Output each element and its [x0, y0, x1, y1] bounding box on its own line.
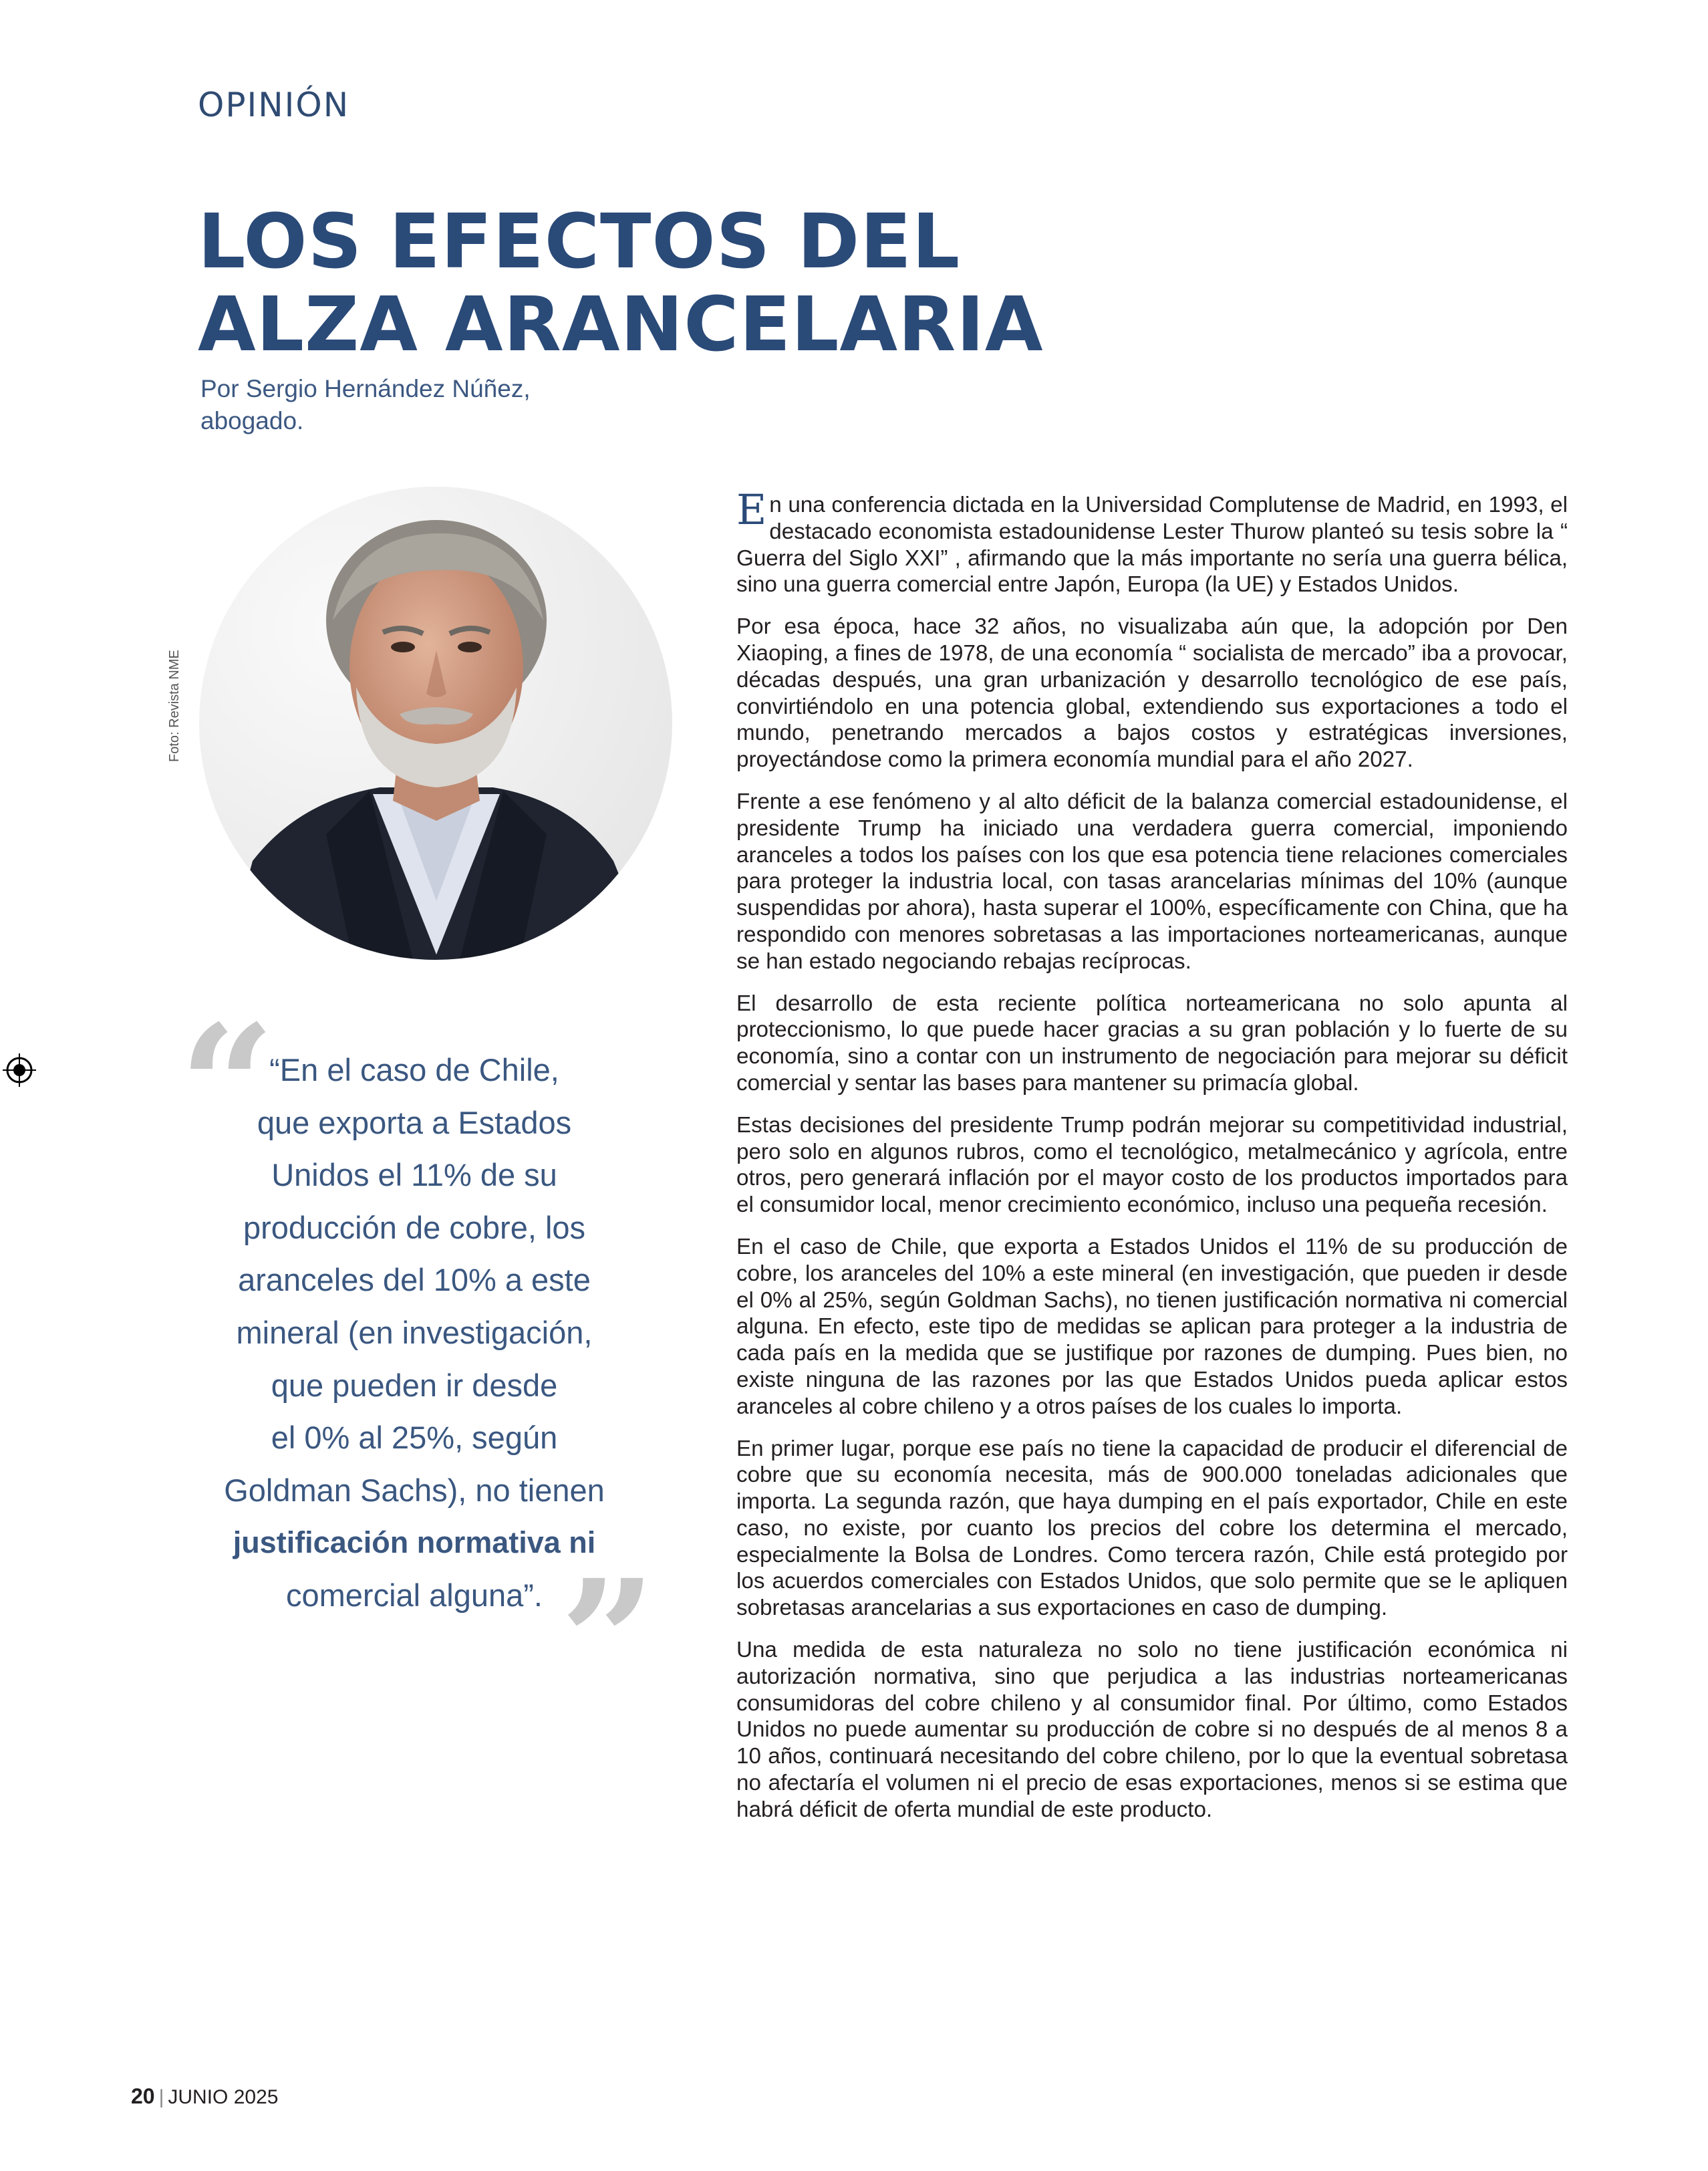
issue-date: JUNIO 2025	[168, 2086, 279, 2108]
pullquote-line: Unidos el 11% de su	[271, 1157, 557, 1193]
paragraph-7: En primer lugar, porque ese país no tiene la capacidad de producir el diferencial de cobre que su economía necesita, más de 900.000 toneladas adicionales que importa. La segunda razón, que haya dumping en el país exportador, Chile en este caso, no existe, por cuanto los precios del cobre los determina el mercado, especialmente la Bolsa de Londres. Como tercera razón, Chile está protegido por los acuerdos comerciales con Estados Unidos, que solo permite que se le apliquen sobretasas arancelarias a sus exportaciones en caso de dumping.	[736, 1436, 1568, 1621]
paragraph-1-text: n una conferencia dictada en la Universidad Complutense de Madrid, en 1993, el destacado economista estadounidense Lester Thurow planteó su tesis sobre la “ Guerra del Siglo XXI” , afirmando que la más importante no sería una guerra bélica, sino una guerra comercial entre Japón, Europa (la UE) y Estados Unidos.	[736, 493, 1568, 598]
page-number: 20	[131, 2084, 155, 2108]
paragraph-1	[736, 485, 1568, 598]
article-title	[198, 201, 1334, 366]
pullquote-last-line: comercial alguna”.	[285, 1577, 543, 1613]
drop-cap: E	[736, 485, 767, 534]
quote-open-icon: “	[179, 988, 275, 1184]
pullquote-line: “En el caso de Chile,	[269, 1052, 559, 1088]
paragraph-4: El desarrollo de esta reciente política norteamericana no solo apunta al proteccionismo, lo que puede hacer gracias a su gran población y lo fuerte de su economía, sino a contar con un instrumento de negociación para mejorar su déficit comercial y sentar las bases para mantener su primacía global.	[736, 991, 1568, 1096]
pullquote-line: mineral (en investigación,	[236, 1314, 593, 1350]
byline-author: Por Sergio Hernández Núñez,	[200, 375, 531, 402]
title-line-1: LOS EFECTOS DEL	[198, 199, 961, 285]
title-line-2: ALZA ARANCELARIA	[198, 281, 1044, 368]
paragraph-2: Por esa época, hace 32 años, no visualizaba aún que, la adopción por Den Xiaoping, a fines de 1978, de una economía “ socialista de mercado” iba a provocar, décadas después, una gran urbanización y desarrollo tecnológico de ese país, convirtiéndolo en una potencia global, extendiendo sus exportaciones a todo el mundo, penetrando mercados a bajos costos y estratégicas inversiones, proyectándose como la primera economía mundial para el año 2027.	[736, 614, 1568, 773]
section-label: OPINIÓN	[198, 86, 350, 124]
byline-role: abogado.	[200, 407, 304, 434]
page-footer	[131, 2084, 278, 2109]
article-body	[736, 485, 1568, 1839]
photo-credit: Foto: Revista NME	[167, 650, 182, 762]
paragraph-3: Frente a ese fenómeno y al alto déficit de la balanza comercial estadounidense, el presidente Trump ha iniciado una verdadera guerra comercial, imponiendo aranceles a todos los países con los que esa potencia tiene relaciones comerciales para proteger la industria local, con tasas arancelarias mínimas del 10% (aunque suspendidas por ahora), hasta superar el 100%, específicamente con China, que ha respondido con menores sobretasas a las importaciones norteamericanas, aunque se han estado negociando rebajas recíprocas.	[736, 789, 1568, 974]
byline	[200, 373, 531, 437]
pullquote-line: que pueden ir desde	[271, 1367, 558, 1403]
footer-separator: |	[158, 2086, 164, 2108]
pullquote	[167, 1044, 662, 1622]
pullquote-line: el 0% al 25%, según	[271, 1420, 558, 1456]
author-portrait	[199, 487, 672, 960]
pullquote-line: aranceles del 10% a este	[238, 1262, 591, 1298]
registration-mark-icon	[3, 1053, 36, 1087]
pullquote-line: producción de cobre, los	[243, 1209, 586, 1245]
pullquote-line: que exporta a Estados	[257, 1104, 572, 1140]
quote-close-icon: ”	[560, 1543, 656, 1739]
pullquote-line: Goldman Sachs), no tienen	[224, 1472, 605, 1508]
paragraph-8: Una medida de esta naturaleza no solo no tiene justificación económica ni autorización normativa, sino que perjudica a las industrias norteamericanas consumidoras del cobre chileno y al consumidor final. Por último, como Estados Unidos no puede aumentar su producción de cobre si no después de al menos 8 a 10 años, continuará necesitando del cobre chileno, por lo que la eventual sobretasa no afectaría el volumen ni el precio de esas exportaciones, menos si se estima que habrá déficit de oferta mundial de este producto.	[736, 1638, 1568, 1822]
paragraph-5: Estas decisiones del presidente Trump podrán mejorar su competitividad industrial, pero solo en algunos rubros, como el tecnológico, metalmecánico y agrícola, entre otros, pero generará inflación por el mayor costo de los productos importados para el consumidor local, menor crecimiento económico, incluso una pequeña recesión.	[736, 1112, 1568, 1218]
paragraph-6: En el caso de Chile, que exporta a Estados Unidos el 11% de su producción de cobre, los aranceles del 10% a este mineral (en investigación, que pueden ir desde el 0% al 25%, según Goldman Sachs), no tienen justificación normativa ni comercial alguna. En efecto, este tipo de medidas se aplican para proteger a la industria de cada país en la medida que se justifique por razones de dumping. Pues bien, no existe ninguna de las razones por las que Estados Unidos pueda aplicar estos aranceles al cobre chileno y a otros países de los cuales lo importa.	[736, 1234, 1568, 1419]
pullquote-bold-line: justificación normativa ni	[233, 1525, 596, 1560]
